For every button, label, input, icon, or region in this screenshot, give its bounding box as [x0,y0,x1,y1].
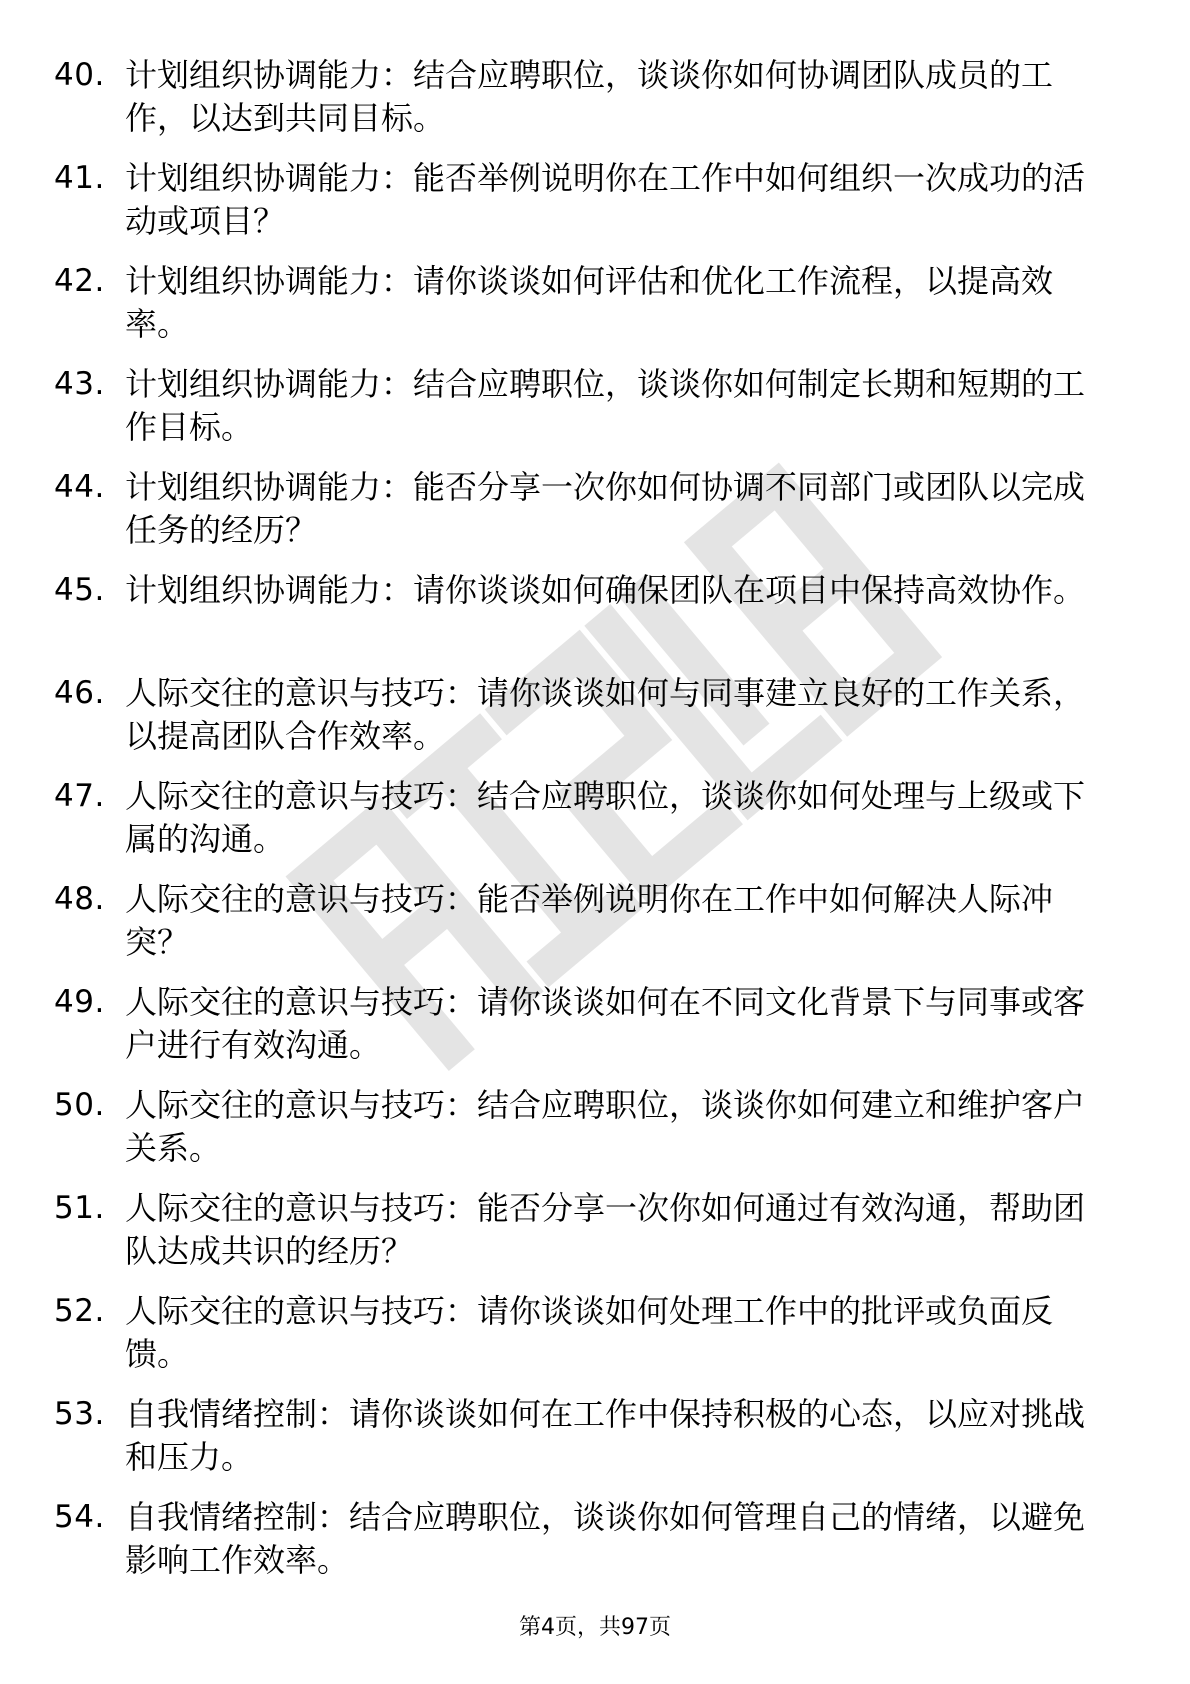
question-text: 计划组织协调能力：结合应聘职位，谈谈你如何协调团队成员的工作，以达到共同目标。 [125,56,1054,137]
question-text: 人际交往的意识与技巧：请你谈谈如何与同事建立良好的工作关系，以提高团队合作效率。 [125,674,1086,755]
question-text: 计划组织协调能力：能否举例说明你在工作中如何组织一次成功的活动或项目？ [125,159,1086,240]
list-item [0,775,1190,878]
question-text: 人际交往的意识与技巧：请你谈谈如何在不同文化背景下与同事或客户进行有效沟通。 [125,983,1086,1064]
question-text: 计划组织协调能力：结合应聘职位，谈谈你如何制定长期和短期的工作目标。 [125,365,1086,446]
list-item [0,1393,1190,1496]
question-number: 41. [54,160,105,196]
question-text: 计划组织协调能力：请你谈谈如何确保团队在项目中保持高效协作。 [125,571,1086,609]
question-text: 自我情绪控制：结合应聘职位，谈谈你如何管理自己的情绪，以避免影响工作效率。 [125,1498,1086,1579]
question-number: 47. [54,778,105,814]
question-number: 40. [54,57,105,93]
list-item [0,878,1190,981]
list-item [0,672,1190,775]
question-text: 计划组织协调能力：能否分享一次你如何协调不同部门或团队以完成任务的经历？ [125,468,1086,549]
list-item [0,1496,1190,1599]
question-text: 计划组织协调能力：请你谈谈如何评估和优化工作流程，以提高效率。 [125,262,1054,343]
list-item [0,260,1190,363]
list-item [0,54,1190,157]
question-number: 43. [54,366,105,402]
question-number: 51. [54,1190,105,1226]
list-item [0,1187,1190,1290]
page-number: 第4页，共97页 [519,1615,671,1640]
question-number: 54. [54,1499,105,1535]
question-text: 自我情绪控制：请你谈谈如何在工作中保持积极的心态，以应对挑战和压力。 [125,1395,1086,1476]
question-text: 人际交往的意识与技巧：结合应聘职位，谈谈你如何建立和维护客户关系。 [125,1086,1086,1167]
question-number: 53. [54,1396,105,1432]
question-text: 人际交往的意识与技巧：请你谈谈如何处理工作中的批评或负面反馈。 [125,1292,1054,1373]
page-footer [0,1613,1190,1643]
question-number: 45. [54,572,105,608]
question-text: 人际交往的意识与技巧：能否举例说明你在工作中如何解决人际冲突？ [125,880,1054,961]
list-item [0,363,1190,466]
question-number: 48. [54,881,105,917]
list-item [0,569,1190,672]
question-number: 44. [54,469,105,505]
list-item [0,157,1190,260]
question-number: 50. [54,1087,105,1123]
list-item [0,1290,1190,1393]
question-number: 49. [54,984,105,1020]
list-item [0,466,1190,569]
question-number: 52. [54,1293,105,1329]
question-text: 人际交往的意识与技巧：能否分享一次你如何通过有效沟通，帮助团队达成共识的经历？ [125,1189,1086,1270]
list-item [0,981,1190,1084]
question-number: 46. [54,675,105,711]
question-list [0,54,1190,1599]
list-item [0,1084,1190,1187]
question-number: 42. [54,263,105,299]
question-text: 人际交往的意识与技巧：结合应聘职位，谈谈你如何处理与上级或下属的沟通。 [125,777,1086,858]
